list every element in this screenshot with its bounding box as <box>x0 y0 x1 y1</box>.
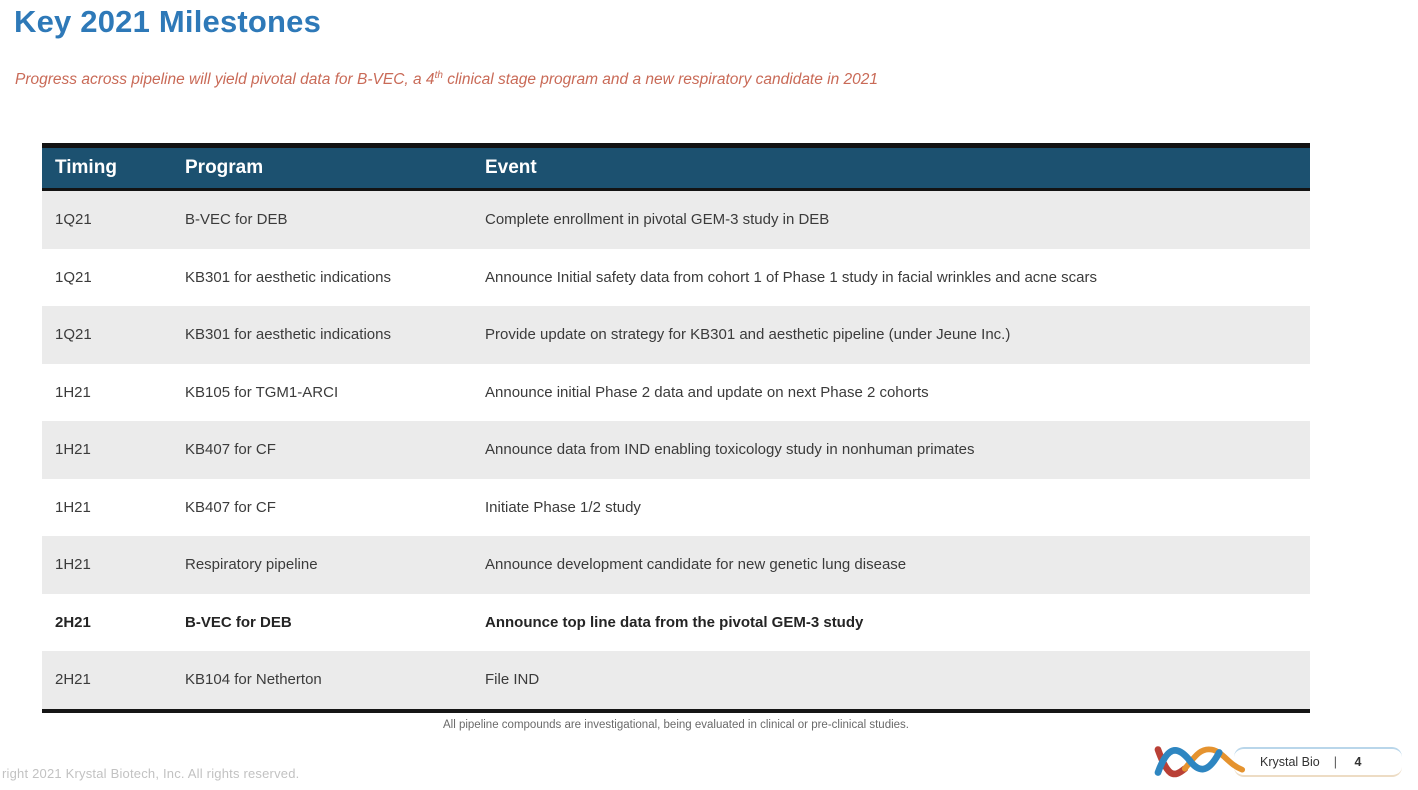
program-cell: KB407 for CF <box>185 441 276 459</box>
subtitle-superscript: th <box>434 70 443 81</box>
table-body <box>42 191 1310 713</box>
timing-cell: 1H21 <box>55 556 91 574</box>
milestones-table <box>42 143 1310 713</box>
table-row <box>42 536 1310 594</box>
footer-divider: | <box>1333 755 1337 769</box>
page-number: 4 <box>1354 755 1362 769</box>
timing-cell: 1Q21 <box>55 268 92 286</box>
footer-capsule <box>1234 747 1402 777</box>
event-cell: Announce initial Phase 2 data and update on next Phase 2 cohorts <box>485 383 929 401</box>
program-cell: KB407 for CF <box>185 498 276 516</box>
subtitle-text: Progress across pipeline will yield pivotal data for B-VEC, a 4 <box>15 71 435 89</box>
event-cell: File IND <box>485 671 540 689</box>
table-row <box>42 421 1310 479</box>
timing-cell: 1Q21 <box>55 211 92 229</box>
program-cell: KB104 for Netherton <box>185 671 322 689</box>
event-cell: Provide update on strategy for KB301 and aesthetic pipeline (under Jeune Inc.) <box>485 326 1011 344</box>
table-row <box>42 651 1310 709</box>
event-cell: Complete enrollment in pivotal GEM-3 study in DEB <box>485 211 830 229</box>
timing-cell: 1H21 <box>55 383 91 401</box>
event-cell: Announce data from IND enabling toxicology study in nonhuman primates <box>485 441 975 459</box>
brand-name: Krystal Bio <box>1260 755 1320 769</box>
timing-cell: 2H21 <box>55 671 91 689</box>
slide-subtitle <box>15 70 878 89</box>
column-header-event: Event <box>485 157 537 178</box>
table-row <box>42 594 1310 652</box>
program-cell: Respiratory pipeline <box>185 556 318 574</box>
table-row <box>42 191 1310 249</box>
program-cell: KB105 for TGM1-ARCI <box>185 383 339 401</box>
program-cell: KB301 for aesthetic indications <box>185 268 391 286</box>
event-cell: Announce top line data from the pivotal GEM-3 study <box>485 613 864 631</box>
table-row <box>42 249 1310 307</box>
event-cell: Announce Initial safety data from cohort 1 of Phase 1 study in facial wrinkles and acne scars <box>485 268 1097 286</box>
timing-cell: 1H21 <box>55 441 91 459</box>
table-footnote: All pipeline compounds are investigational, being evaluated in clinical or pre-clinical studies. <box>442 719 909 731</box>
page-title: Key 2021 Milestones <box>14 4 322 39</box>
event-cell: Initiate Phase 1/2 study <box>485 498 641 516</box>
column-header-program: Program <box>185 157 264 178</box>
dna-helix-logo-icon <box>1154 740 1250 784</box>
timing-cell: 1Q21 <box>55 326 92 344</box>
timing-cell: 1H21 <box>55 498 91 516</box>
timing-cell: 2H21 <box>55 613 91 631</box>
table-header-row <box>42 143 1310 191</box>
program-cell: B-VEC for DEB <box>185 613 292 631</box>
program-cell: B-VEC for DEB <box>185 211 288 229</box>
program-cell: KB301 for aesthetic indications <box>185 326 391 344</box>
table-row <box>42 306 1310 364</box>
subtitle-text-end: clinical stage program and a new respiratory candidate in 2021 <box>442 71 879 89</box>
event-cell: Announce development candidate for new genetic lung disease <box>485 556 907 574</box>
footer-brand <box>1154 740 1402 784</box>
table-row <box>42 364 1310 422</box>
table-row <box>42 479 1310 537</box>
copyright-text: right 2021 Krystal Biotech, Inc. All rights reserved. <box>2 766 300 781</box>
column-header-timing: Timing <box>55 157 117 178</box>
